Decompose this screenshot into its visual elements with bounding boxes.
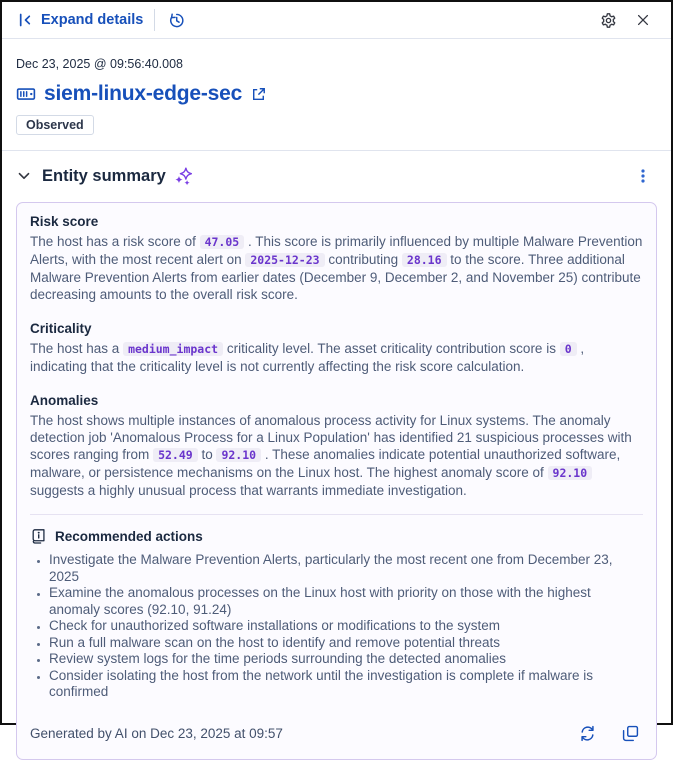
open-host-details-icon[interactable] xyxy=(250,86,267,103)
summary-section xyxy=(30,393,643,499)
inline-code-value: 2025-12-23 xyxy=(245,253,324,267)
section-heading: Anomalies xyxy=(30,393,99,408)
recommended-action-item: • Investigate the Malware Prevention Alerts, particularly the most recent one from December 23, 2025 xyxy=(49,552,643,585)
topbar-divider xyxy=(154,9,155,31)
inline-code-value: 47.05 xyxy=(200,235,245,249)
summary-title: Entity summary xyxy=(42,166,166,185)
recommended-action-item: • Run a full malware scan on the host to identify and remove potential threats xyxy=(49,635,643,652)
collapse-left-icon xyxy=(18,12,34,28)
recommended-action-item: • Review system logs for the time periods surrounding the detected anomalies xyxy=(49,651,643,668)
summary-options-button[interactable] xyxy=(631,164,655,188)
refresh-icon xyxy=(579,725,596,742)
history-button[interactable] xyxy=(164,8,189,33)
panel-divider xyxy=(30,514,643,515)
recommended-actions-list xyxy=(30,552,643,701)
inline-code-value: 52.49 xyxy=(153,448,198,462)
summary-sections xyxy=(30,214,643,499)
summary-section xyxy=(30,214,643,303)
expand-details-button[interactable] xyxy=(14,8,147,32)
inline-code-value: 0 xyxy=(560,342,577,356)
vertical-dots-icon xyxy=(635,168,651,184)
recommended-action-item: • Consider isolating the host from the network until the investigation is complete if malware is confirmed xyxy=(49,668,643,701)
inline-code-value: 28.16 xyxy=(402,253,447,267)
regenerate-summary-button[interactable] xyxy=(575,721,600,746)
ai-sparkles-icon xyxy=(174,167,193,186)
close-icon xyxy=(635,12,651,28)
settings-button[interactable] xyxy=(596,8,621,33)
host-icon xyxy=(16,84,36,104)
observed-badge: Observed xyxy=(16,115,94,135)
copy-icon xyxy=(622,725,639,742)
recommended-actions-heading: Recommended actions xyxy=(55,529,203,544)
section-heading: Risk score xyxy=(30,214,99,229)
expand-details-label: Expand details xyxy=(41,12,144,28)
section-text: The host shows multiple instances of anomalous process activity for Linux systems. The anomaly detection job 'Anomalous Process for a Linux Population' has identified 21 suspicious processes with scores ranging from 52.49 to 92.10 . These anomalies indicate potential unauthorized software, malware, or persistence mechanisms on the Linux host. The highest anomaly score of 92.10 suggests a highly unusual process that warrants immediate investigation. xyxy=(30,413,632,498)
gear-icon xyxy=(600,12,617,29)
section-heading: Criticality xyxy=(30,321,92,336)
recommended-action-item: • Examine the anomalous processes on the Linux host with priority on those with the highest anomaly scores (92.10, 91.24) xyxy=(49,585,643,618)
chevron-down-icon xyxy=(16,168,32,184)
generated-by-text: Generated by AI on Dec 23, 2025 at 09:57 xyxy=(30,725,283,741)
history-clock-icon xyxy=(168,12,185,29)
summary-section xyxy=(30,321,643,375)
copy-summary-button[interactable] xyxy=(618,721,643,746)
recommended-actions-icon xyxy=(30,528,47,545)
flyout-topbar xyxy=(2,2,671,39)
section-text: The host has a medium_impact criticality level. The asset criticality contribution score is 0 , indicating that the criticality level is not currently affecting the risk score calculation. xyxy=(30,341,585,374)
summary-collapse-toggle[interactable] xyxy=(14,166,34,186)
inline-code-value: 92.10 xyxy=(216,448,261,462)
close-button[interactable] xyxy=(631,8,655,32)
host-name-link[interactable]: siem-linux-edge-sec xyxy=(44,82,243,105)
event-timestamp: Dec 23, 2025 @ 09:56:40.008 xyxy=(16,57,183,71)
recommended-action-item: • Check for unauthorized software installations or modifications to the system xyxy=(49,618,643,635)
ai-summary-panel xyxy=(16,202,657,760)
inline-code-value: medium_impact xyxy=(123,342,223,356)
section-text: The host has a risk score of 47.05 . This score is primarily influenced by multiple Malware Prevention Alerts, with the most recent alert on 2025-12-23 contributing 28.16 to the score. Three additional Malware Prevention Alerts from earlier dates (December 9, December 2, and November 25) contribute decreasing amounts to the overall risk score. xyxy=(30,234,643,302)
inline-code-value: 92.10 xyxy=(548,466,593,480)
